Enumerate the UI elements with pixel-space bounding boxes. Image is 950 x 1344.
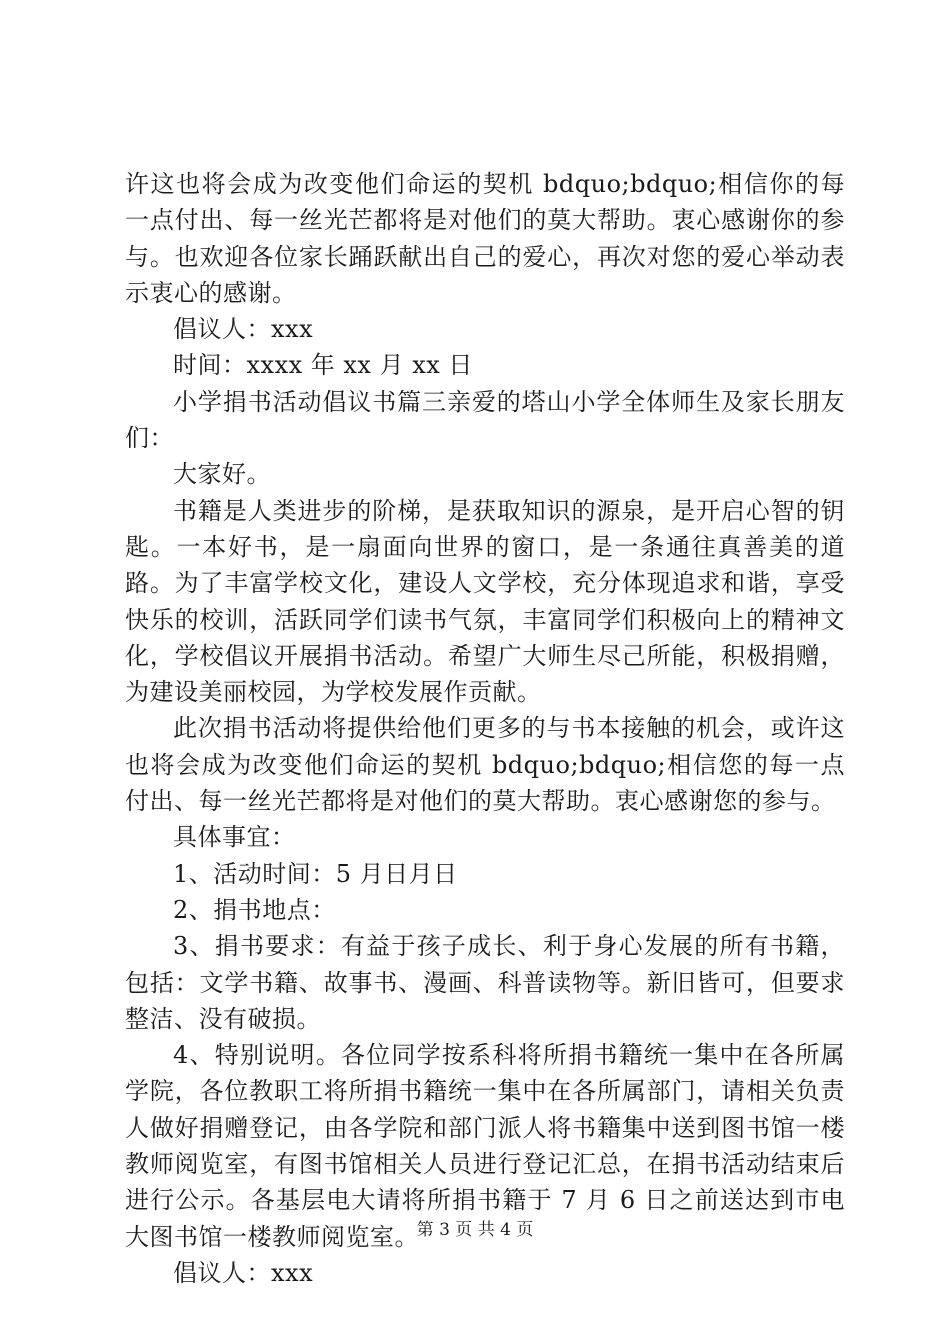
paragraph-continuation: 许这也将会成为改变他们命运的契机 bdquo;bdquo;相信你的每一点付出、每一丝光芒都将是对他们的莫大帮助。衷心感谢你的参与。也欢迎各位家长踊跃献出自己的爱心，再次对您的爱心举动表示衷心的感谢。 <box>125 170 845 307</box>
list-item-activity-time: 1、活动时间：5 月日月日 <box>173 859 458 888</box>
document-body <box>125 166 845 1291</box>
list-item-location: 2、捐书地点： <box>173 895 336 924</box>
paragraph-date: 时间：xxxx 年 xx 月 xx 日 <box>173 351 473 380</box>
paragraph-greeting: 大家好。 <box>173 460 271 489</box>
list-item-requirements: 3、捐书要求：有益于孩子成长、利于身心发展的所有书籍，包括：文学书籍、故事书、漫画、科普读物等。新旧皆可，但要求整洁、没有破损。 <box>125 932 845 1033</box>
paragraph-section-heading: 小学捐书活动倡议书篇三亲爱的塔山小学全体师生及家长朋友们： <box>125 387 845 453</box>
paragraph-proposer: 倡议人：xxx <box>173 315 314 344</box>
paragraph-books-intro: 书籍是人类进步的阶梯，是获取知识的源泉，是开启心智的钥匙。一本好书，是一扇面向世界的窗口，是一条通往真善美的道路。为了丰富学校文化，建设人文学校，充分体现追求和谐，享受快乐的校训，活跃同学们读书气氛，丰富同学们积极向上的精神文化，学校倡议开展捐书活动。希望广大师生尽己所能，积极捐赠，为建设美丽校园，为学校发展作贡献。 <box>125 496 845 707</box>
page-number-label: 第 3 页 共 4 页 <box>416 1220 534 1240</box>
paragraph-proposer-final: 倡议人：xxx <box>173 1258 314 1287</box>
page-footer <box>0 1219 950 1241</box>
paragraph-details-heading: 具体事宜： <box>173 823 296 852</box>
paragraph-activity-purpose: 此次捐书活动将提供给他们更多的与书本接触的机会，或许这也将会成为改变他们命运的契机 bdquo;bdquo;相信您的每一点付出、每一丝光芒都将是对他们的莫大帮助。衷心感谢您的参与。 <box>125 714 845 816</box>
list-item-special-notes: 4、特别说明。各位同学按系科将所捐书籍统一集中在各所属学院，各位教职工将所捐书籍统一集中在各所属部门，请相关负责人做好捐赠登记，由各学院和部门派人将书籍集中送到图书馆一楼教师阅览室，有图书馆相关人员进行登记汇总，在捐书活动结束后进行公示。各基层电大请将所捐书籍于 7 月 6 日之前送达到市电大图书馆一楼教师阅览室。 <box>125 1041 845 1251</box>
